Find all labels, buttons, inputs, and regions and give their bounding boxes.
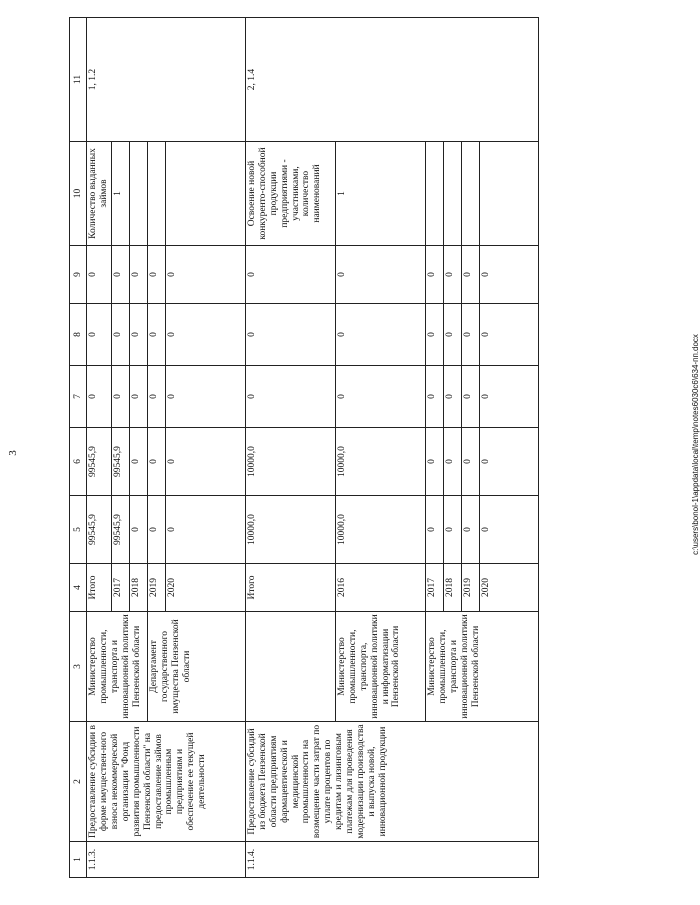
indicator-empty — [129, 142, 147, 246]
header-cell: 6 — [70, 428, 87, 496]
indicator-name: Количество выданных займов — [87, 142, 112, 246]
value-cell: 0 — [443, 366, 461, 428]
executor: Департамент государственного имущества Пензенской области — [147, 612, 245, 722]
value-cell: 0 — [129, 496, 147, 564]
value-cell: 0 — [245, 304, 335, 366]
year-cell: 2017 — [425, 564, 443, 612]
value-cell: 0 — [165, 496, 245, 564]
value-cell: 0 — [147, 366, 165, 428]
header-cell: 2 — [70, 722, 87, 842]
file-path-footer: c:\users\bonol-1\appdata\local\temp\notes6030c6\634-пп.docx — [690, 334, 700, 555]
indicator-value: 1 — [335, 142, 425, 246]
item-number: 1.1.4. — [245, 842, 538, 878]
value-cell: 0 — [443, 496, 461, 564]
value-cell: 99545,9 — [87, 496, 112, 564]
value-cell: 0 — [129, 246, 147, 304]
value-cell: 0 — [443, 246, 461, 304]
indicator-empty — [425, 142, 443, 246]
value-cell: 0 — [147, 428, 165, 496]
value-cell: 0 — [165, 366, 245, 428]
indicator-empty — [443, 142, 461, 246]
value-cell: 0 — [335, 366, 425, 428]
value-cell: 0 — [425, 366, 443, 428]
value-cell: 99545,9 — [111, 428, 129, 496]
value-cell: 0 — [461, 496, 479, 564]
executor — [245, 612, 335, 722]
header-cell: 4 — [70, 564, 87, 612]
header-cell: 10 — [70, 142, 87, 246]
header-cell: 11 — [70, 18, 87, 142]
value-cell: 99545,9 — [111, 496, 129, 564]
indicator-empty — [147, 142, 165, 246]
header-cell: 3 — [70, 612, 87, 722]
value-cell: 0 — [425, 496, 443, 564]
value-cell: 0 — [461, 428, 479, 496]
item-name: Предоставление субсидии в форме имуществен-ного взноса некоммерческой организации "Фонд развития промышленности Пензенской области" на предоставление займов промышленным предприятиям и обеспечение ее текущей деятельности — [87, 722, 246, 842]
value-cell: 0 — [479, 246, 538, 304]
value-cell: 0 — [479, 304, 538, 366]
value-cell: 0 — [111, 366, 129, 428]
header-cell: 9 — [70, 246, 87, 304]
value-cell: 0 — [129, 428, 147, 496]
executor: Министерство промышленности, транспорта и инновационной политики Пензенской области — [87, 612, 148, 722]
value-cell: 0 — [87, 304, 112, 366]
value-cell: 0 — [245, 246, 335, 304]
reference-cell: 2, 1.4 — [245, 18, 538, 142]
indicator-empty — [165, 142, 245, 246]
item-name: Предоставление субсидий из бюджета Пензенской области предприятиям фармацевтической и медицинской промышленности на возмещение части затрат по уплате процентов по кредитам и лизинговым платежам для проведения модернизации производства и выпуска новой, инновационной продукции — [245, 722, 538, 842]
value-cell: 0 — [479, 366, 538, 428]
value-cell: 0 — [111, 304, 129, 366]
table-row — [245, 18, 335, 878]
value-cell: 0 — [479, 428, 538, 496]
value-cell: 0 — [147, 304, 165, 366]
value-cell: 0 — [245, 366, 335, 428]
executor: Министерство промышленности, транспорта и инновационной политики Пензенской области — [425, 612, 538, 722]
item-number: 1.1.3. — [87, 842, 246, 878]
table-row — [87, 18, 112, 878]
header-row — [70, 18, 87, 878]
header-cell: 5 — [70, 496, 87, 564]
value-cell: 0 — [479, 496, 538, 564]
value-cell: 0 — [425, 246, 443, 304]
reference-cell: 1, 1.2 — [87, 18, 246, 142]
value-cell: 10000,0 — [245, 428, 335, 496]
year-cell: Итого — [87, 564, 112, 612]
page-number: 3 — [6, 450, 19, 456]
year-cell: 2020 — [479, 564, 538, 612]
value-cell: 0 — [87, 366, 112, 428]
value-cell: 0 — [461, 304, 479, 366]
year-cell: 2017 — [111, 564, 129, 612]
year-cell: 2016 — [335, 564, 425, 612]
header-cell: 7 — [70, 366, 87, 428]
value-cell: 0 — [425, 304, 443, 366]
year-cell: 2019 — [147, 564, 165, 612]
year-cell: 2019 — [461, 564, 479, 612]
value-cell: 10000,0 — [245, 496, 335, 564]
executor: Министерство промышленности, транспорта, инновационной политики и информатизации Пензенской области — [335, 612, 425, 722]
value-cell: 0 — [147, 496, 165, 564]
indicator-empty — [461, 142, 479, 246]
year-cell: 2018 — [129, 564, 147, 612]
indicator-empty — [479, 142, 538, 246]
value-cell: 0 — [335, 246, 425, 304]
value-cell: 0 — [165, 428, 245, 496]
value-cell: 0 — [147, 246, 165, 304]
value-cell: 0 — [129, 304, 147, 366]
value-cell: 0 — [129, 366, 147, 428]
value-cell: 0 — [335, 304, 425, 366]
header-cell: 1 — [70, 842, 87, 878]
value-cell: 10000,0 — [335, 496, 425, 564]
value-cell: 0 — [165, 304, 245, 366]
rotated-table-container — [69, 18, 539, 878]
header-cell: 8 — [70, 304, 87, 366]
year-cell: 2018 — [443, 564, 461, 612]
value-cell: 0 — [425, 428, 443, 496]
value-cell: 10000,0 — [335, 428, 425, 496]
value-cell: 0 — [443, 304, 461, 366]
value-cell: 0 — [87, 246, 112, 304]
value-cell: 99545,9 — [87, 428, 112, 496]
indicator-value: 1 — [111, 142, 129, 246]
value-cell: 0 — [461, 246, 479, 304]
year-cell: Итого — [245, 564, 335, 612]
value-cell: 0 — [443, 428, 461, 496]
value-cell: 0 — [111, 246, 129, 304]
value-cell: 0 — [461, 366, 479, 428]
indicator-name: Освоение новой конкуренто-способной продукции предприятиями - участниками, количество наименований — [245, 142, 335, 246]
year-cell: 2020 — [165, 564, 245, 612]
program-table — [69, 17, 539, 878]
value-cell: 0 — [165, 246, 245, 304]
